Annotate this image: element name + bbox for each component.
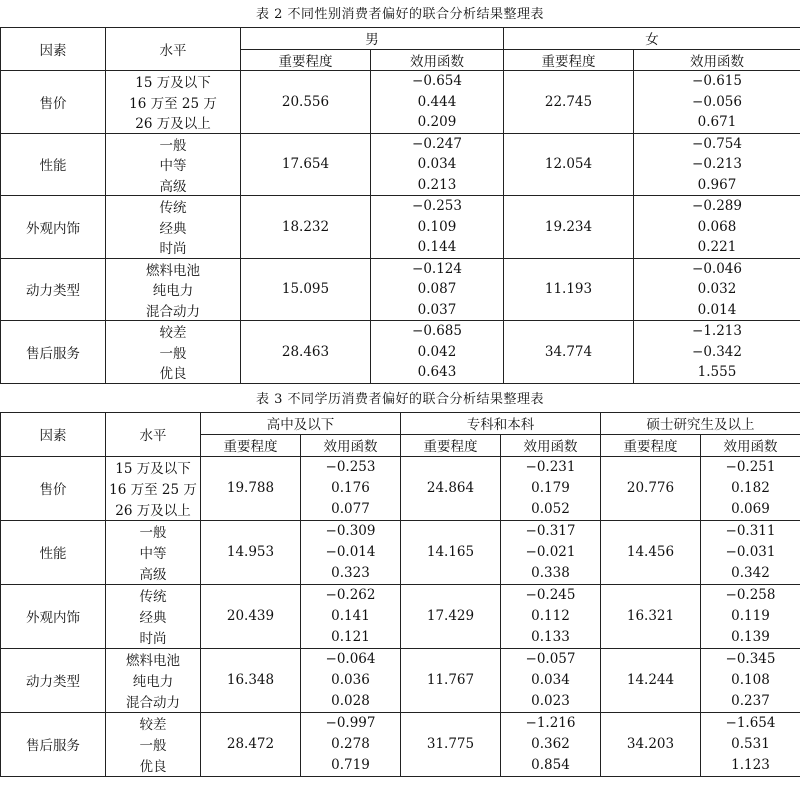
utility-cell: 0.042 bbox=[371, 342, 504, 363]
level-cell: 优良 bbox=[106, 362, 241, 383]
utility-cell: −0.014 bbox=[301, 542, 401, 563]
utility-cell: 0.121 bbox=[301, 627, 401, 649]
table2-gender-conjoint bbox=[0, 27, 800, 384]
utility-cell: −0.021 bbox=[501, 542, 601, 563]
header-importance: 重要程度 bbox=[401, 434, 501, 456]
utility-cell: −1.216 bbox=[501, 712, 601, 734]
utility-cell: −0.997 bbox=[301, 712, 401, 734]
utility-cell: 1.123 bbox=[701, 755, 800, 777]
header-level: 水平 bbox=[106, 28, 241, 71]
level-cell: 中等 bbox=[106, 542, 201, 563]
level-cell: 混合动力 bbox=[106, 300, 241, 321]
table-row bbox=[1, 217, 800, 238]
utility-cell: 0.338 bbox=[501, 563, 601, 585]
factor-cell: 外观内饰 bbox=[1, 584, 106, 648]
level-cell: 一般 bbox=[106, 342, 241, 363]
utility-cell: −1.654 bbox=[701, 712, 800, 734]
header-importance: 重要程度 bbox=[201, 434, 301, 456]
factor-cell: 性能 bbox=[1, 133, 106, 196]
utility-cell: −0.317 bbox=[501, 520, 601, 542]
utility-cell: 0.037 bbox=[371, 300, 504, 321]
utility-cell: −0.213 bbox=[634, 154, 800, 175]
importance-cell: 28.463 bbox=[241, 321, 371, 384]
utility-cell: −0.245 bbox=[501, 584, 601, 606]
utility-cell: 0.141 bbox=[301, 606, 401, 627]
importance-cell: 12.054 bbox=[504, 133, 634, 196]
header-importance: 重要程度 bbox=[601, 434, 701, 456]
header-group-highschool: 高中及以下 bbox=[201, 412, 401, 434]
level-cell: 经典 bbox=[106, 217, 241, 238]
table2-body bbox=[1, 71, 800, 384]
utility-cell: 0.444 bbox=[371, 92, 504, 113]
utility-cell: 0.069 bbox=[701, 499, 800, 521]
factor-cell: 性能 bbox=[1, 520, 106, 584]
level-cell: 混合动力 bbox=[106, 691, 201, 713]
level-cell: 一般 bbox=[106, 133, 241, 154]
table-row bbox=[1, 279, 800, 300]
importance-cell: 34.774 bbox=[504, 321, 634, 384]
utility-cell: 0.221 bbox=[634, 237, 800, 258]
utility-cell: −1.213 bbox=[634, 321, 800, 342]
importance-cell: 19.788 bbox=[201, 456, 301, 520]
factor-cell: 外观内饰 bbox=[1, 196, 106, 259]
level-cell: 传统 bbox=[106, 584, 201, 606]
table-row bbox=[1, 712, 800, 734]
importance-cell: 11.767 bbox=[401, 648, 501, 712]
table-row bbox=[1, 71, 800, 92]
factor-cell: 售价 bbox=[1, 71, 106, 134]
utility-cell: 0.144 bbox=[371, 237, 504, 258]
table-row bbox=[1, 237, 800, 258]
importance-cell: 34.203 bbox=[601, 712, 701, 776]
table-row bbox=[1, 321, 800, 342]
importance-cell: 11.193 bbox=[504, 258, 634, 321]
importance-cell: 24.864 bbox=[401, 456, 501, 520]
utility-cell: 0.014 bbox=[634, 300, 800, 321]
utility-cell: −0.615 bbox=[634, 71, 800, 92]
table-row bbox=[1, 300, 800, 321]
header-group-male: 男 bbox=[241, 28, 504, 50]
table-row bbox=[1, 112, 800, 133]
factor-cell: 售后服务 bbox=[1, 321, 106, 384]
utility-cell: −0.309 bbox=[301, 520, 401, 542]
utility-cell: −0.031 bbox=[701, 542, 800, 563]
utility-cell: −0.253 bbox=[371, 196, 504, 217]
factor-cell: 动力类型 bbox=[1, 648, 106, 712]
level-cell: 16 万至 25 万 bbox=[106, 478, 201, 499]
factor-cell: 售后服务 bbox=[1, 712, 106, 776]
utility-cell: 0.854 bbox=[501, 755, 601, 777]
level-cell: 26 万及以上 bbox=[106, 499, 201, 521]
importance-cell: 17.654 bbox=[241, 133, 371, 196]
importance-cell: 14.165 bbox=[401, 520, 501, 584]
importance-cell: 17.429 bbox=[401, 584, 501, 648]
utility-cell: 0.023 bbox=[501, 691, 601, 713]
importance-cell: 19.234 bbox=[504, 196, 634, 259]
utility-cell: 0.278 bbox=[301, 734, 401, 755]
importance-cell: 20.439 bbox=[201, 584, 301, 648]
importance-cell: 14.953 bbox=[201, 520, 301, 584]
level-cell: 一般 bbox=[106, 520, 201, 542]
utility-cell: −0.345 bbox=[701, 648, 800, 670]
header-factor: 因素 bbox=[1, 28, 106, 71]
header-utility: 效用函数 bbox=[701, 434, 800, 456]
utility-cell: −0.258 bbox=[701, 584, 800, 606]
level-cell: 15 万及以下 bbox=[106, 71, 241, 92]
table3-body bbox=[1, 456, 800, 776]
importance-cell: 14.244 bbox=[601, 648, 701, 712]
importance-cell: 14.456 bbox=[601, 520, 701, 584]
importance-cell: 20.776 bbox=[601, 456, 701, 520]
utility-cell: 0.068 bbox=[634, 217, 800, 238]
utility-cell: −0.289 bbox=[634, 196, 800, 217]
header-importance: 重要程度 bbox=[241, 49, 371, 71]
utility-cell: 0.028 bbox=[301, 691, 401, 713]
table2-caption: 表 2 不同性别消费者偏好的联合分析结果整理表 bbox=[0, 3, 800, 27]
importance-cell: 16.348 bbox=[201, 648, 301, 712]
table-row bbox=[1, 520, 800, 542]
table-row bbox=[1, 133, 800, 154]
utility-cell: −0.253 bbox=[301, 456, 401, 478]
utility-cell: 0.967 bbox=[634, 175, 800, 196]
table-row bbox=[1, 258, 800, 279]
utility-cell: 0.036 bbox=[301, 670, 401, 691]
utility-cell: 0.342 bbox=[701, 563, 800, 585]
level-cell: 优良 bbox=[106, 755, 201, 777]
table-row bbox=[1, 456, 800, 478]
level-cell: 经典 bbox=[106, 606, 201, 627]
importance-cell: 22.745 bbox=[504, 71, 634, 134]
utility-cell: 0.109 bbox=[371, 217, 504, 238]
header-utility: 效用函数 bbox=[301, 434, 401, 456]
utility-cell: 0.119 bbox=[701, 606, 800, 627]
table-row bbox=[1, 362, 800, 383]
utility-cell: 0.034 bbox=[371, 154, 504, 175]
utility-cell: −0.754 bbox=[634, 133, 800, 154]
utility-cell: −0.231 bbox=[501, 456, 601, 478]
utility-cell: 0.237 bbox=[701, 691, 800, 713]
level-cell: 燃料电池 bbox=[106, 648, 201, 670]
utility-cell: 0.643 bbox=[371, 362, 504, 383]
level-cell: 较差 bbox=[106, 321, 241, 342]
utility-cell: −0.685 bbox=[371, 321, 504, 342]
level-cell: 16 万至 25 万 bbox=[106, 92, 241, 113]
utility-cell: 0.209 bbox=[371, 112, 504, 133]
utility-cell: −0.046 bbox=[634, 258, 800, 279]
utility-cell: −0.124 bbox=[371, 258, 504, 279]
utility-cell: −0.247 bbox=[371, 133, 504, 154]
factor-cell: 动力类型 bbox=[1, 258, 106, 321]
utility-cell: −0.654 bbox=[371, 71, 504, 92]
header-utility: 效用函数 bbox=[501, 434, 601, 456]
level-cell: 一般 bbox=[106, 734, 201, 755]
utility-cell: 0.182 bbox=[701, 478, 800, 499]
utility-cell: −0.311 bbox=[701, 520, 800, 542]
utility-cell: −0.057 bbox=[501, 648, 601, 670]
utility-cell: 0.176 bbox=[301, 478, 401, 499]
importance-cell: 20.556 bbox=[241, 71, 371, 134]
utility-cell: 0.034 bbox=[501, 670, 601, 691]
utility-cell: 0.323 bbox=[301, 563, 401, 585]
utility-cell: 0.719 bbox=[301, 755, 401, 777]
utility-cell: −0.251 bbox=[701, 456, 800, 478]
level-cell: 纯电力 bbox=[106, 279, 241, 300]
header-level: 水平 bbox=[106, 412, 201, 456]
level-cell: 燃料电池 bbox=[106, 258, 241, 279]
level-cell: 中等 bbox=[106, 154, 241, 175]
importance-cell: 16.321 bbox=[601, 584, 701, 648]
header-importance: 重要程度 bbox=[504, 49, 634, 71]
utility-cell: 0.087 bbox=[371, 279, 504, 300]
utility-cell: −0.342 bbox=[634, 342, 800, 363]
header-utility: 效用函数 bbox=[371, 49, 504, 71]
utility-cell: 0.213 bbox=[371, 175, 504, 196]
level-cell: 传统 bbox=[106, 196, 241, 217]
level-cell: 时尚 bbox=[106, 237, 241, 258]
importance-cell: 31.775 bbox=[401, 712, 501, 776]
level-cell: 高级 bbox=[106, 175, 241, 196]
utility-cell: −0.262 bbox=[301, 584, 401, 606]
utility-cell: 0.671 bbox=[634, 112, 800, 133]
importance-cell: 18.232 bbox=[241, 196, 371, 259]
level-cell: 高级 bbox=[106, 563, 201, 585]
utility-cell: 0.179 bbox=[501, 478, 601, 499]
utility-cell: 0.133 bbox=[501, 627, 601, 649]
header-group-female: 女 bbox=[504, 28, 800, 50]
utility-cell: 0.362 bbox=[501, 734, 601, 755]
utility-cell: −0.056 bbox=[634, 92, 800, 113]
table-row bbox=[1, 196, 800, 217]
level-cell: 时尚 bbox=[106, 627, 201, 649]
utility-cell: 0.531 bbox=[701, 734, 800, 755]
level-cell: 26 万及以上 bbox=[106, 112, 241, 133]
level-cell: 纯电力 bbox=[106, 670, 201, 691]
level-cell: 15 万及以下 bbox=[106, 456, 201, 478]
utility-cell: −0.064 bbox=[301, 648, 401, 670]
table-row bbox=[1, 175, 800, 196]
header-factor: 因素 bbox=[1, 412, 106, 456]
table-row bbox=[1, 584, 800, 606]
importance-cell: 15.095 bbox=[241, 258, 371, 321]
utility-cell: 0.108 bbox=[701, 670, 800, 691]
utility-cell: 0.077 bbox=[301, 499, 401, 521]
factor-cell: 售价 bbox=[1, 456, 106, 520]
header-group-graduate: 硕士研究生及以上 bbox=[601, 412, 800, 434]
utility-cell: 0.139 bbox=[701, 627, 800, 649]
utility-cell: 0.052 bbox=[501, 499, 601, 521]
utility-cell: 0.112 bbox=[501, 606, 601, 627]
table3-education-conjoint bbox=[0, 412, 800, 777]
importance-cell: 28.472 bbox=[201, 712, 301, 776]
header-utility: 效用函数 bbox=[634, 49, 800, 71]
table-row bbox=[1, 648, 800, 670]
table-row bbox=[1, 92, 800, 113]
table-row bbox=[1, 154, 800, 175]
header-group-college: 专科和本科 bbox=[401, 412, 601, 434]
table3-caption: 表 3 不同学历消费者偏好的联合分析结果整理表 bbox=[0, 388, 800, 412]
table-row bbox=[1, 342, 800, 363]
utility-cell: 1.555 bbox=[634, 362, 800, 383]
utility-cell: 0.032 bbox=[634, 279, 800, 300]
level-cell: 较差 bbox=[106, 712, 201, 734]
